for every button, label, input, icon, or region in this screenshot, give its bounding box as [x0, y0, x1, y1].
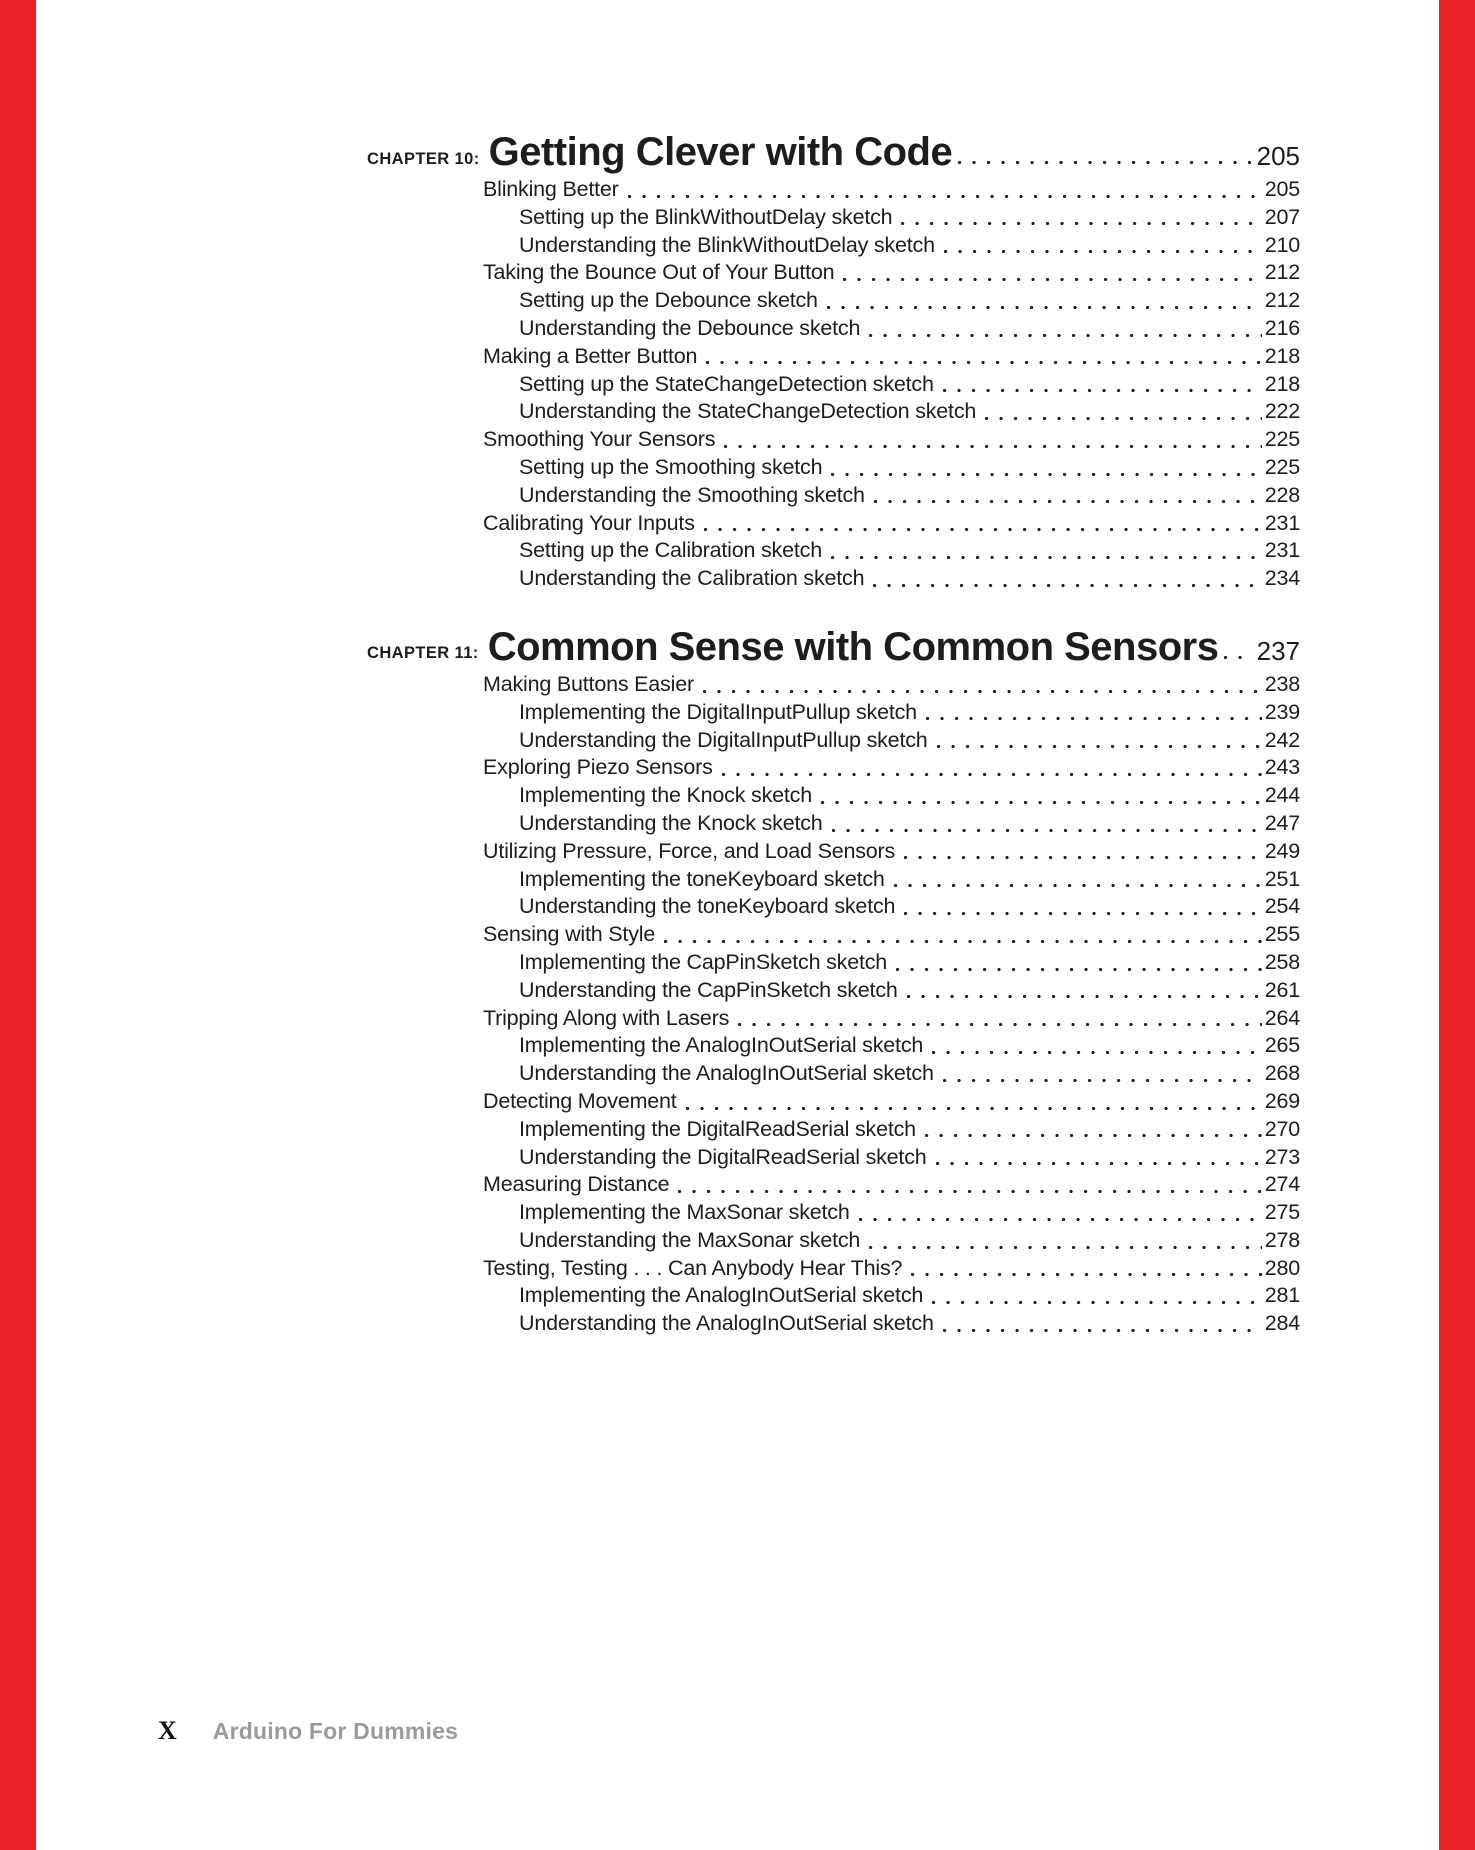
page-footer [158, 1716, 458, 1746]
chapter-title: Common Sense with Common Sensors [487, 624, 1219, 669]
toc-entry [367, 1060, 1300, 1088]
toc-entry-label: Tripping Along with Lasers [483, 1005, 730, 1030]
dot-leader [680, 1088, 1265, 1116]
toc-entry-page-number: 261 [1264, 977, 1300, 1002]
toc-entry-page-number: 212 [1264, 260, 1300, 285]
toc-entry-label: Implementing the DigitalReadSerial sketch [519, 1116, 916, 1141]
toc-entry-page-number: 210 [1264, 232, 1300, 257]
toc-chapter-heading [367, 615, 1300, 667]
dot-leader [952, 120, 1253, 172]
toc-entry [367, 754, 1300, 782]
toc-entry [367, 537, 1300, 565]
chapter-number-label: CHAPTER 10: [367, 149, 480, 168]
toc-entry-label: Understanding the CapPinSketch sketch [519, 977, 898, 1002]
toc-entry-label: Understanding the StateChangeDetection sketch [519, 399, 977, 424]
toc-entry-page-number: 258 [1264, 949, 1300, 974]
dot-leader [718, 426, 1264, 454]
toc-entry-page-number: 274 [1264, 1172, 1300, 1197]
dot-leader [698, 510, 1265, 538]
dot-leader [825, 454, 1264, 482]
dot-leader [815, 782, 1265, 810]
toc-entry-page-number: 268 [1264, 1061, 1300, 1086]
toc-entry [367, 1227, 1300, 1255]
toc-entry [367, 893, 1300, 921]
toc-entry-label: Setting up the StateChangeDetection sketch [519, 371, 934, 396]
toc-entry [367, 1144, 1300, 1172]
toc-entry-page-number: 249 [1264, 838, 1300, 863]
toc-chapter [367, 120, 1300, 593]
toc-entry [367, 727, 1300, 755]
toc-entry-label: Taking the Bounce Out of Your Button [483, 260, 835, 285]
toc-entry-label: Exploring Piezo Sensors [483, 755, 713, 780]
toc-entry-page-number: 228 [1264, 482, 1300, 507]
dot-leader [919, 1116, 1265, 1144]
toc-entry [367, 565, 1300, 593]
toc-entry-label: Testing, Testing . . . Can Anybody Hear This? [483, 1255, 903, 1280]
toc-entry [367, 977, 1300, 1005]
toc-entry-label: Blinking Better [483, 177, 619, 201]
toc-entry-page-number: 218 [1264, 371, 1300, 396]
toc-entry-label: Implementing the toneKeyboard sketch [519, 866, 885, 891]
toc-entry-label: Understanding the Smoothing sketch [519, 482, 865, 507]
toc-entry-label: Understanding the AnalogInOutSerial sketch [519, 1061, 934, 1086]
toc-entry-page-number: 242 [1264, 727, 1300, 752]
toc-entry [367, 426, 1300, 454]
dot-leader [672, 1171, 1264, 1199]
toc-entry-page-number: 225 [1264, 427, 1300, 452]
dot-leader [826, 810, 1265, 838]
right-red-edge-bar [1439, 0, 1475, 1850]
toc-entry-label: Implementing the CapPinSketch sketch [519, 949, 888, 974]
dot-leader [938, 232, 1265, 260]
toc-entry [367, 510, 1300, 538]
dot-leader [888, 866, 1265, 894]
chapter-number-label: CHAPTER 11: [367, 644, 479, 663]
toc-entry-label: Implementing the DigitalInputPullup sketch [519, 699, 917, 724]
toc-entry-label: Implementing the MaxSonar sketch [519, 1200, 850, 1225]
dot-leader [821, 287, 1265, 315]
toc-entry-page-number: 216 [1264, 315, 1300, 340]
toc-entry [367, 204, 1300, 232]
toc-entry [367, 454, 1300, 482]
toc-entry-page-number: 207 [1264, 204, 1300, 229]
toc-entry-label: Detecting Movement [483, 1088, 677, 1113]
toc-entry [367, 1116, 1300, 1144]
dot-leader [979, 398, 1265, 426]
toc-entry-page-number: 264 [1264, 1005, 1300, 1030]
toc-entry-page-number: 234 [1264, 566, 1300, 591]
dot-leader [658, 921, 1265, 949]
dot-leader [867, 565, 1264, 593]
toc-entry-label: Understanding the toneKeyboard sketch [519, 894, 896, 919]
dot-leader [863, 1227, 1265, 1255]
toc-entry-page-number: 244 [1264, 783, 1300, 808]
toc-entry-page-number: 281 [1264, 1283, 1300, 1308]
table-of-contents [367, 120, 1300, 1338]
toc-entry-label: Understanding the BlinkWithoutDelay sketch [519, 232, 935, 257]
toc-entry-label: Measuring Distance [483, 1172, 670, 1197]
toc-entry [367, 371, 1300, 399]
dot-leader [700, 343, 1264, 371]
dot-leader [937, 1060, 1265, 1088]
toc-entry [367, 482, 1300, 510]
folio-page-number: X [158, 1716, 177, 1745]
dot-leader [926, 1282, 1265, 1310]
toc-entry-page-number: 278 [1264, 1227, 1300, 1252]
toc-entry [367, 1005, 1300, 1033]
toc-entry-label: Setting up the Calibration sketch [519, 538, 822, 563]
left-red-edge-bar [0, 0, 36, 1850]
toc-entry-page-number: 225 [1264, 454, 1300, 479]
toc-entry-label: Utilizing Pressure, Force, and Load Sensors [483, 838, 896, 863]
dot-leader [931, 727, 1265, 755]
toc-entry-page-number: 275 [1264, 1200, 1300, 1225]
toc-entry-label: Calibrating Your Inputs [483, 510, 695, 535]
toc-entry-label: Implementing the AnalogInOutSerial sketch [519, 1033, 924, 1058]
toc-entry [367, 782, 1300, 810]
toc-entry-label: Implementing the AnalogInOutSerial sketch [519, 1283, 924, 1308]
toc-entry-page-number: 273 [1264, 1144, 1300, 1169]
toc-entry [367, 1199, 1300, 1227]
dot-leader [901, 977, 1265, 1005]
dot-leader [732, 1005, 1265, 1033]
toc-chapter-heading [367, 120, 1300, 172]
dot-leader [905, 1255, 1264, 1283]
toc-entry-label: Understanding the Knock sketch [519, 810, 823, 835]
toc-entry [367, 315, 1300, 343]
dot-leader [716, 754, 1265, 782]
dot-leader [825, 537, 1265, 565]
toc-entry [367, 1032, 1300, 1060]
toc-entry [367, 866, 1300, 894]
toc-entry-label: Setting up the Smoothing sketch [519, 454, 823, 479]
toc-entry-page-number: 280 [1264, 1255, 1300, 1280]
dot-leader [697, 671, 1265, 699]
dot-leader [890, 949, 1265, 977]
toc-entry-label: Making a Better Button [483, 343, 698, 368]
toc-entry-page-number: 205 [1264, 177, 1300, 201]
toc-entry [367, 343, 1300, 371]
toc-entry-label: Understanding the DigitalInputPullup sketch [519, 727, 928, 752]
toc-entry [367, 810, 1300, 838]
toc-entry-label: Understanding the Debounce sketch [519, 315, 861, 340]
toc-entry-page-number: 255 [1264, 922, 1300, 947]
toc-entry-page-number: 231 [1264, 510, 1300, 535]
chapter-page-number: 237 [1256, 635, 1300, 666]
dot-leader [895, 204, 1264, 232]
dot-leader [920, 699, 1265, 727]
toc-entry [367, 699, 1300, 727]
dot-leader [622, 176, 1265, 204]
chapter-title: Getting Clever with Code [488, 130, 953, 174]
toc-entry [367, 949, 1300, 977]
toc-entry-page-number: 238 [1264, 671, 1300, 696]
toc-entry-page-number: 222 [1264, 399, 1300, 424]
toc-entry-page-number: 212 [1264, 288, 1300, 313]
toc-entry-label: Understanding the Calibration sketch [519, 566, 865, 591]
dot-leader [863, 315, 1265, 343]
toc-entry-page-number: 231 [1264, 538, 1300, 563]
toc-entry [367, 838, 1300, 866]
dot-leader [898, 838, 1265, 866]
toc-entry-label: Smoothing Your Sensors [483, 427, 716, 452]
toc-entry-page-number: 270 [1264, 1116, 1300, 1141]
dot-leader [853, 1199, 1265, 1227]
toc-entry [367, 176, 1300, 204]
toc-entry [367, 921, 1300, 949]
toc-entry-page-number: 251 [1264, 866, 1300, 891]
dot-leader [868, 482, 1265, 510]
toc-entry-label: Understanding the DigitalReadSerial sketch [519, 1144, 927, 1169]
toc-entry-page-number: 247 [1264, 810, 1300, 835]
toc-entry [367, 1255, 1300, 1283]
toc-entry-page-number: 284 [1264, 1311, 1300, 1336]
dot-leader [937, 371, 1265, 399]
running-book-title: Arduino For Dummies [212, 1718, 459, 1744]
toc-entry-page-number: 254 [1264, 894, 1300, 919]
toc-entry [367, 259, 1300, 287]
toc-entry-label: Setting up the BlinkWithoutDelay sketch [519, 204, 893, 229]
toc-entry-page-number: 243 [1264, 755, 1300, 780]
toc-entry [367, 671, 1300, 699]
toc-entry-page-number: 239 [1264, 699, 1300, 724]
toc-entry-label: Sensing with Style [483, 922, 656, 947]
toc-entry-label: Setting up the Debounce sketch [519, 288, 818, 313]
dot-leader [937, 1310, 1265, 1338]
toc-entry [367, 1282, 1300, 1310]
toc-entry-label: Understanding the MaxSonar sketch [519, 1227, 861, 1252]
toc-entry-label: Understanding the AnalogInOutSerial sketch [519, 1311, 934, 1336]
chapter-page-number: 205 [1256, 141, 1300, 171]
toc-entry [367, 232, 1300, 260]
dot-leader [1218, 615, 1253, 667]
dot-leader [926, 1032, 1265, 1060]
toc-entry [367, 398, 1300, 426]
toc-entry-page-number: 265 [1264, 1033, 1300, 1058]
dot-leader [930, 1144, 1265, 1172]
toc-entry [367, 287, 1300, 315]
toc-entry [367, 1310, 1300, 1338]
toc-entry-page-number: 269 [1264, 1088, 1300, 1113]
toc-entry [367, 1088, 1300, 1116]
toc-entry-label: Making Buttons Easier [483, 671, 694, 696]
toc-chapter [367, 615, 1300, 1338]
dot-leader [837, 259, 1264, 287]
toc-entry-page-number: 218 [1264, 343, 1300, 368]
dot-leader [898, 893, 1264, 921]
toc-entry [367, 1171, 1300, 1199]
toc-entry-label: Implementing the Knock sketch [519, 783, 812, 808]
